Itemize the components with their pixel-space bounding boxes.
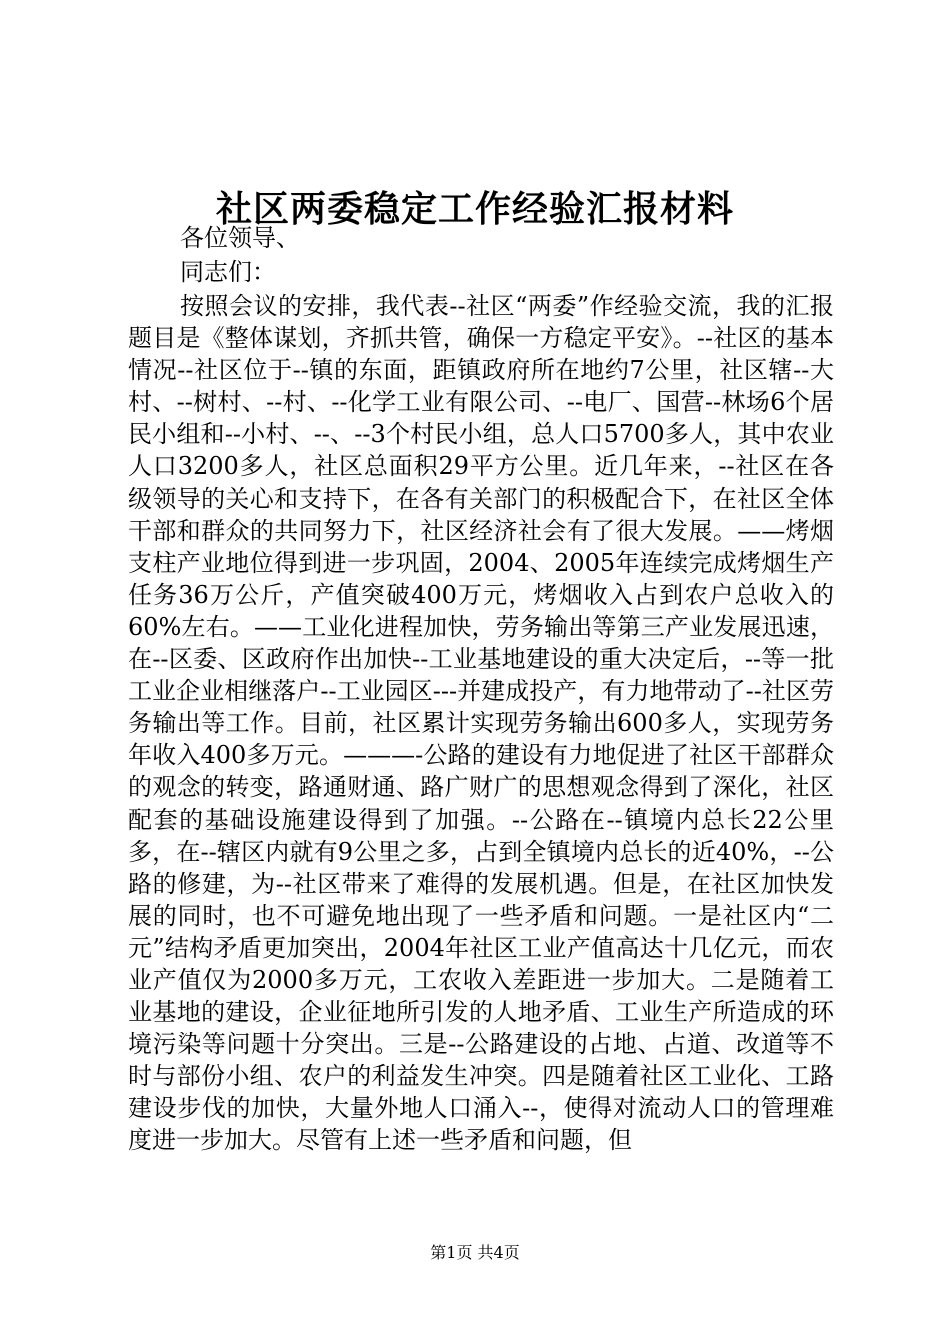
salutation-comrades: 同志们： <box>180 258 276 286</box>
page-number-footer: 第1页 共4页 <box>430 1243 520 1262</box>
salutation-leaders: 各位领导、 <box>180 224 300 252</box>
document-title: 社区两委稳定工作经验汇报材料 <box>215 188 734 230</box>
body-paragraph: 按照会议的安排，我代表--社区“两委”作经验交流，我的汇报题目是《整体谋划，齐抓共管，确保一方稳定平安》。--社区的基本情况--社区位于--镇的东面，距镇政府所在地约7公里，社区辖--大村、--树村、--村、--化学工业有限公司、--电厂、国营--林场6个居民小组和--小村、--、--3个村民小组，总人口5700多人，其中农业人口3200多人，社区总面积29平方公里。近几年来，--社区在各级领导的关心和支持下，在各有关部门的积极配合下，在社区全体干部和群众的共同努力下，社区经济社会有了很大发展。——烤烟支柱产业地位得到进一步巩固，2004、2005年连续完成烤烟生产任务36万公斤，产值突破400万元，烤烟收入占到农户总收入的60%左右。——工业化进程加快，劳务输出等第三产业发展迅速，在--区委、区政府作出加快--工业基地建设的重大决定后，--等一批工业企业相继落户--工业园区---并建成投产，有力地带动了--社区劳务输出等工作。目前，社区累计实现劳务输出600多人，实现劳务年收入400多万元。———-公路的建设有力地促进了社区干部群众的观念的转变，路通财通、路广财广的思想观念得到了深化，社区配套的基础设施建设得到了加强。--公路在--镇境内总长22公里多，在--辖区内就有9公里之多，占到全镇境内总长的近40%，--公路的修建，为--社区带来了难得的发展机遇。但是，在社区加快发展的同时，也不可避免地出现了一些矛盾和问题。一是社区内“二元”结构矛盾更加突出，2004年社区工业产值高达十几亿元，而农业产值仅为2000多万元，工农收入差距进一步加大。二是随着工业基地的建设，企业征地所引发的人地矛盾、工业生产所造成的环境污染等问题十分突出。三是--公路建设的占地、占道、改道等不时与部份小组、农户的利益发生冲突。四是随着社区工业化、工路建设步伐的加快，大量外地人口涌入--，使得对流动人口的管理难度进一步加大。尽管有上述一些矛盾和问题，但 <box>128 292 834 1155</box>
